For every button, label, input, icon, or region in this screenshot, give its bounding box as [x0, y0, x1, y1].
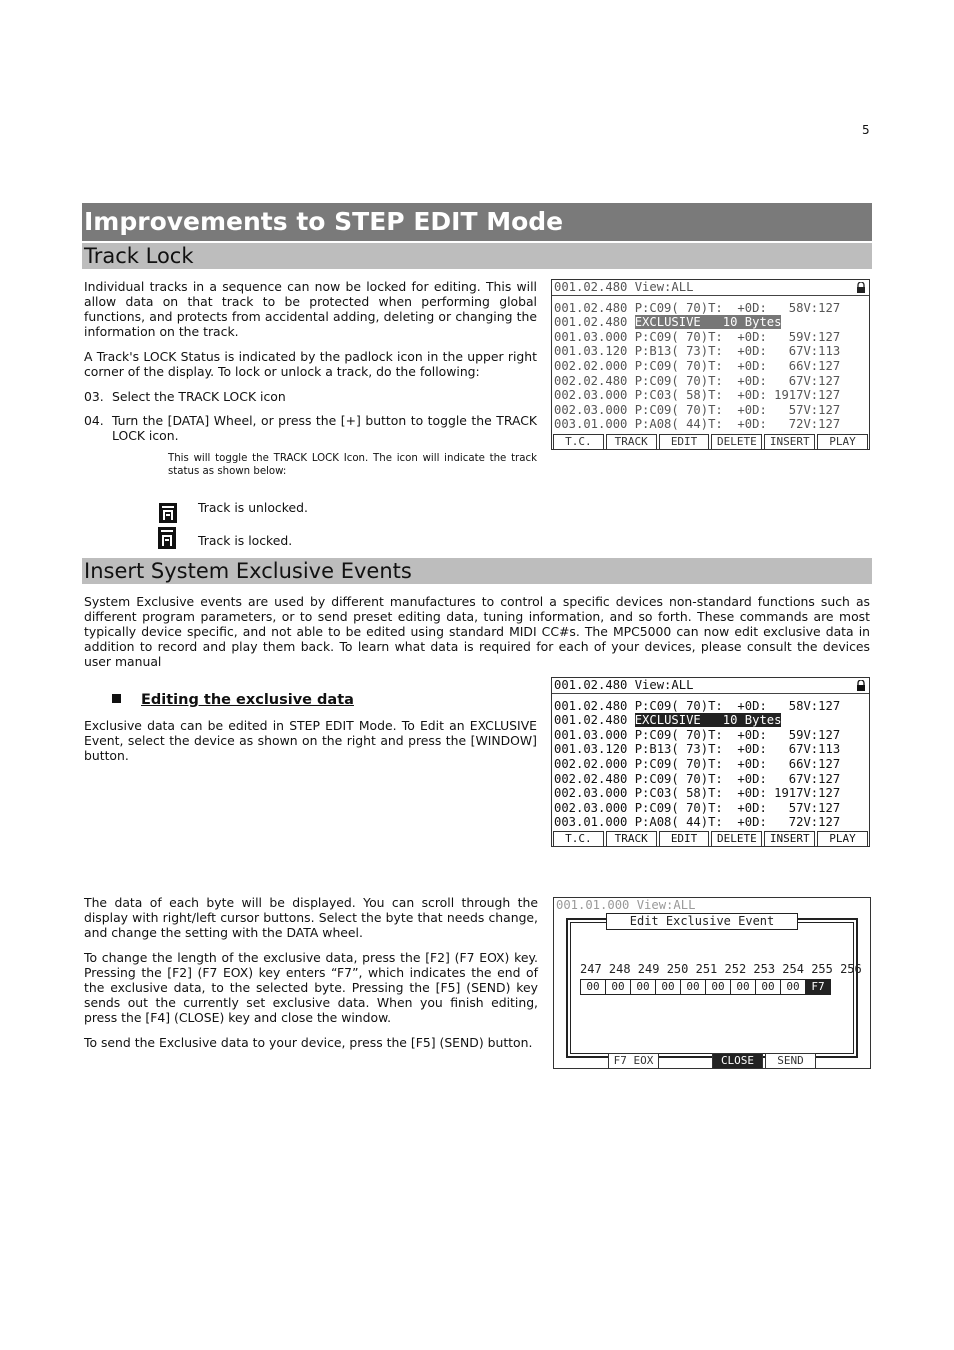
- lcd-header: 001.02.480 View:ALL: [552, 280, 869, 296]
- edit-exclusive-screen: [553, 897, 871, 1069]
- byte-cell[interactable]: 00: [581, 980, 606, 994]
- lcd-event-row-selected: 001.02.480 EXCLUSIVE 10 Bytes: [554, 315, 782, 330]
- byte-cell[interactable]: 00: [706, 980, 731, 994]
- chapter-heading: Improvements to STEP EDIT Mode: [82, 203, 872, 241]
- fkey-delete[interactable]: DELETE: [711, 831, 762, 846]
- lcd-event-row: 002.02.480 P:C09( 70)T: +0D: 67V:127: [554, 771, 841, 786]
- track-lock-para-1: Individual tracks in a sequence can now be locked for editing. This will allow data on that track to be protected when performing global functions, and protects from accidental adding, deleting or changing the information on the track.: [84, 279, 537, 339]
- byte-index-row: 247 248 249 250 251 252 253 254 255 256: [580, 962, 862, 976]
- lcd-event-row: 002.02.000 P:C09( 70)T: +0D: 66V:127: [554, 756, 841, 771]
- lcd-event-row: 001.02.480 P:C09( 70)T: +0D: 58V:127: [554, 300, 841, 315]
- step-edit-screen-1: [551, 279, 870, 450]
- lcd-background-header: 001.01.000 View:ALL: [556, 898, 696, 912]
- unlocked-track-icon: [157, 502, 179, 524]
- track-lock-text: [84, 279, 537, 443]
- section-heading-sysex: Insert System Exclusive Events: [82, 558, 872, 584]
- fkey-insert[interactable]: INSERT: [764, 434, 815, 449]
- lcd-event-row: 001.03.000 P:C09( 70)T: +0D: 59V:127: [554, 727, 841, 742]
- sysex-para-3: The data of each byte will be displayed. You can scroll through the display with right/left cursor buttons. Select the byte that needs change, and change the setting with the DATA wheel.: [84, 895, 538, 940]
- fkey-insert[interactable]: INSERT: [764, 831, 815, 846]
- lcd-function-keys: [552, 831, 869, 846]
- sub-heading-editing: Editing the exclusive data: [112, 689, 354, 708]
- section-heading-track-lock: Track Lock: [82, 243, 872, 269]
- lcd-event-row: 001.03.120 P:B13( 73)T: +0D: 67V:113: [554, 344, 841, 359]
- lcd-event-row-selected: 001.02.480 EXCLUSIVE 10 Bytes: [554, 713, 782, 728]
- unlocked-label: Track is unlocked.: [198, 500, 308, 515]
- sysex-edit-para: Exclusive data can be edited in STEP EDIT Mode. To Edit an EXCLUSIVE Event, select the device as shown on the right and press the [WINDOW] button.: [84, 718, 537, 763]
- lcd-function-keys: [552, 434, 869, 449]
- fkey-edit[interactable]: EDIT: [659, 434, 710, 449]
- fkey-play[interactable]: PLAY: [817, 434, 868, 449]
- sysex-intro-para: System Exclusive events are used by different manufactures to control a specific devices non-standard functions such as different program parameters, or to send preset editing data, tuning information, and so forth. These commands are most typically device specific, and not able to be edited using standard MIDI CC#s. The MPC5000 can now edit exclusive data in addition to record and play them back. To learn what data is required for each of your devices, please consult the devices user manual: [84, 594, 870, 669]
- step-edit-screen-2: [551, 677, 870, 847]
- locked-label: Track is locked.: [198, 533, 293, 548]
- lcd-event-row: 001.03.000 P:C09( 70)T: +0D: 59V:127: [554, 329, 841, 344]
- byte-cell[interactable]: 00: [756, 980, 781, 994]
- byte-values-row: [580, 979, 831, 995]
- fkey-play[interactable]: PLAY: [817, 831, 868, 846]
- lcd-event-row: 003.01.000 P:A08( 44)T: +0D: 72V:127: [554, 417, 841, 432]
- fkey-close[interactable]: CLOSE: [712, 1053, 763, 1068]
- fkey-blank: [661, 1053, 710, 1068]
- lcd-event-row: 002.02.480 P:C09( 70)T: +0D: 67V:127: [554, 373, 841, 388]
- lcd-event-row: 002.03.000 P:C03( 58)T: +0D: 1917V:127: [554, 388, 841, 403]
- byte-cell-selected[interactable]: F7: [806, 980, 830, 994]
- lcd-event-row: 002.03.000 P:C09( 70)T: +0D: 57V:127: [554, 800, 841, 815]
- fkey-blank: [818, 1053, 867, 1068]
- byte-cell[interactable]: 00: [606, 980, 631, 994]
- sysex-para-5: To send the Exclusive data to your device, press the [F5] (SEND) button.: [84, 1035, 533, 1050]
- step-item: 04. Turn the [DATA] Wheel, or press the [+] button to toggle the TRACK LOCK icon.: [84, 413, 537, 443]
- byte-cell[interactable]: 00: [781, 980, 806, 994]
- page-number: 5: [862, 123, 870, 137]
- padlock-icon: [856, 680, 866, 691]
- sysex-detail-text: [84, 895, 538, 1050]
- fkey-send[interactable]: SEND: [765, 1053, 816, 1068]
- step-item: 03. Select the TRACK LOCK icon: [84, 389, 286, 404]
- lcd-event-row: 002.02.000 P:C09( 70)T: +0D: 66V:127: [554, 358, 841, 373]
- fkey-delete[interactable]: DELETE: [711, 434, 762, 449]
- lcd-event-row: 003.01.000 P:A08( 44)T: +0D: 72V:127: [554, 815, 841, 830]
- lcd-event-row: 001.03.120 P:B13( 73)T: +0D: 67V:113: [554, 742, 841, 757]
- byte-cell[interactable]: 00: [656, 980, 681, 994]
- lcd-event-row: 002.03.000 P:C03( 58)T: +0D: 1917V:127: [554, 786, 841, 801]
- bullet-square-icon: [112, 694, 121, 703]
- fkey-edit[interactable]: EDIT: [659, 831, 710, 846]
- locked-track-icon: [156, 527, 178, 549]
- edit-window-title: Edit Exclusive Event: [606, 913, 798, 930]
- byte-cell[interactable]: 00: [681, 980, 706, 994]
- track-lock-note: This will toggle the TRACK LOCK Icon. The icon will indicate the track status as shown below:: [168, 453, 537, 477]
- edit-window-function-keys: [556, 1053, 868, 1068]
- lcd-event-row: 001.02.480 P:C09( 70)T: +0D: 58V:127: [554, 698, 841, 713]
- track-lock-para-2: A Track's LOCK Status is indicated by the padlock icon in the upper right corner of the display. To lock or unlock a track, do the following:: [84, 349, 537, 379]
- fkey-track[interactable]: TRACK: [606, 434, 657, 449]
- byte-cell[interactable]: 00: [731, 980, 756, 994]
- lcd-event-row: 002.03.000 P:C09( 70)T: +0D: 57V:127: [554, 402, 841, 417]
- fkey-tc[interactable]: T.C.: [553, 831, 604, 846]
- fkey-f7-eox[interactable]: F7 EOX: [608, 1053, 659, 1068]
- padlock-icon: [856, 282, 866, 293]
- fkey-track[interactable]: TRACK: [606, 831, 657, 846]
- fkey-tc[interactable]: T.C.: [553, 434, 604, 449]
- byte-cell[interactable]: 00: [631, 980, 656, 994]
- fkey-blank: [557, 1053, 606, 1068]
- lcd-header: 001.02.480 View:ALL: [552, 678, 869, 694]
- sysex-para-4: To change the length of the exclusive data, press the [F2] (F7 EOX) key. Pressing the [F2] (F7 EOX) key enters “F7”, which indicates the end of the exclusive data, to the selected byte. Pressing the [F5] (SEND) key sends out the currently set exclusive data. When you finish editing, press the [F4] (CLOSE) key and close the window.: [84, 950, 538, 1025]
